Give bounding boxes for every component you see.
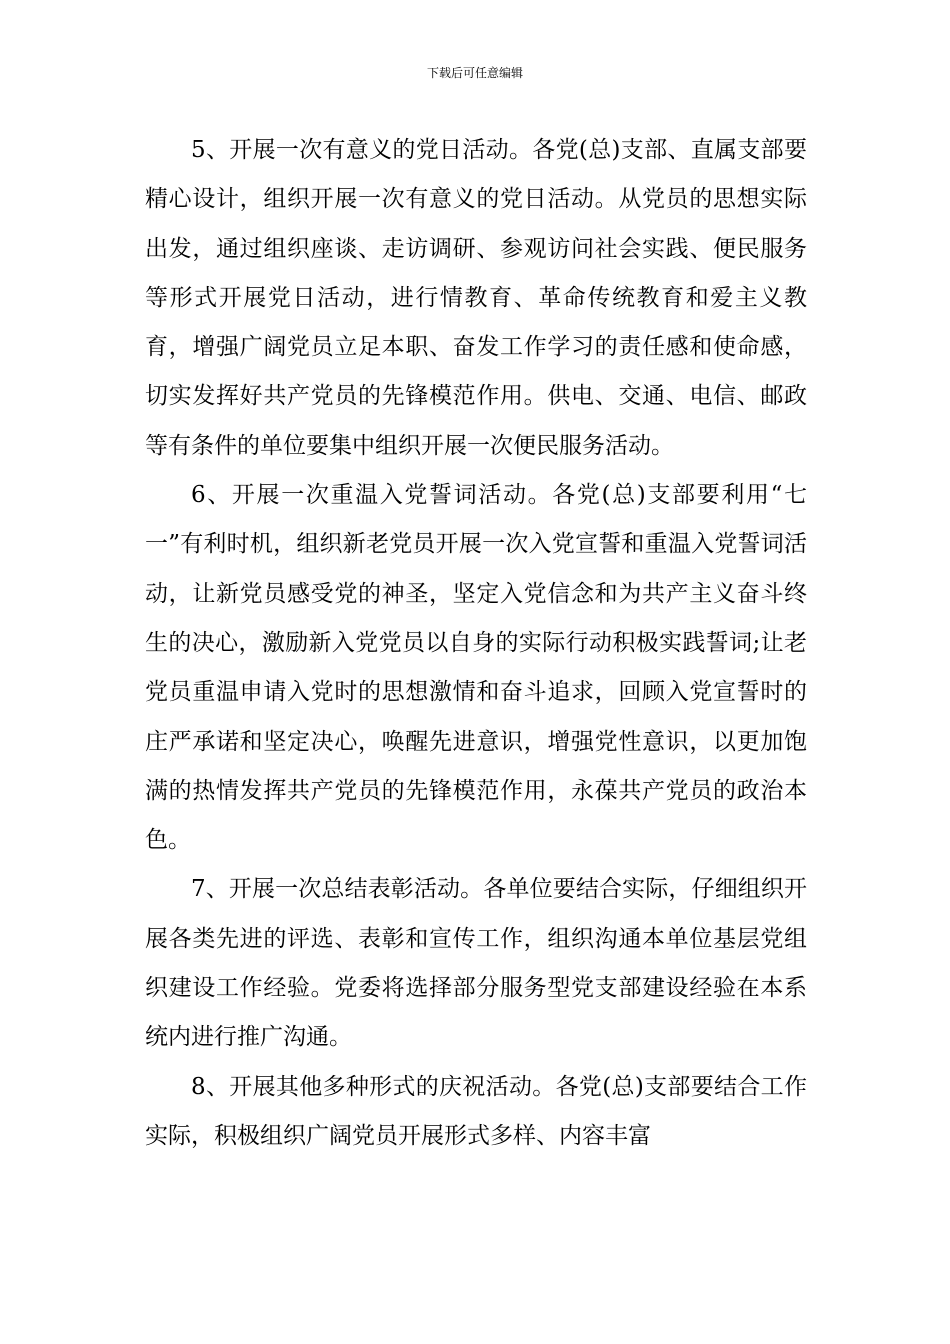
paragraph-item-8: 8、开展其他多种形式的庆祝活动。各党(总)支部要结合工作实际，积极组织广阔党员开展形式多样、内容丰富 [145, 1073, 807, 1149]
paragraph-item-5: 5、开展一次有意义的党日活动。各党(总)支部、直属支部要精心设计，组织开展一次有意义的党日活动。从党员的思想实际出发，通过组织座谈、走访调研、参观访问社会实践、便民服务等形式开展党日活动，进行情教育、革命传统教育和爱主义教育，增强广阔党员立足本职、奋发工作学习的责任感和使命感，切实发挥好共产党员的先锋模范作用。供电、交通、电信、邮政等有条件的单位要集中组织开展一次便民服务活动。 [145, 137, 807, 459]
paragraph-item-6: 6、开展一次重温入党誓词活动。各党(总)支部要利用“七一”有利时机，组织新老党员开展一次入党宣誓和重温入党誓词活动，让新党员感受党的神圣，坚定入党信念和为共产主义奋斗终生的决心，激励新入党党员以自身的实际行动积极实践誓词;让老党员重温申请入党时的思想激情和奋斗追求，回顾入党宣誓时的庄严承诺和坚定决心，唤醒先进意识，增强党性意识，以更加饱满的热情发挥共产党员的先锋模范作用，永葆共产党员的政治本色。 [145, 482, 807, 854]
page-header-note: 下载后可任意编辑 [426, 66, 523, 80]
paragraph-item-7: 7、开展一次总结表彰活动。各单位要结合实际，仔细组织开展各类先进的评选、表彰和宣传工作，组织沟通本单位基层党组织建设工作经验。党委将选择部分服务型党支部建设经验在本系统内进行推广沟通。 [145, 876, 807, 1051]
document-body [145, 126, 807, 1161]
